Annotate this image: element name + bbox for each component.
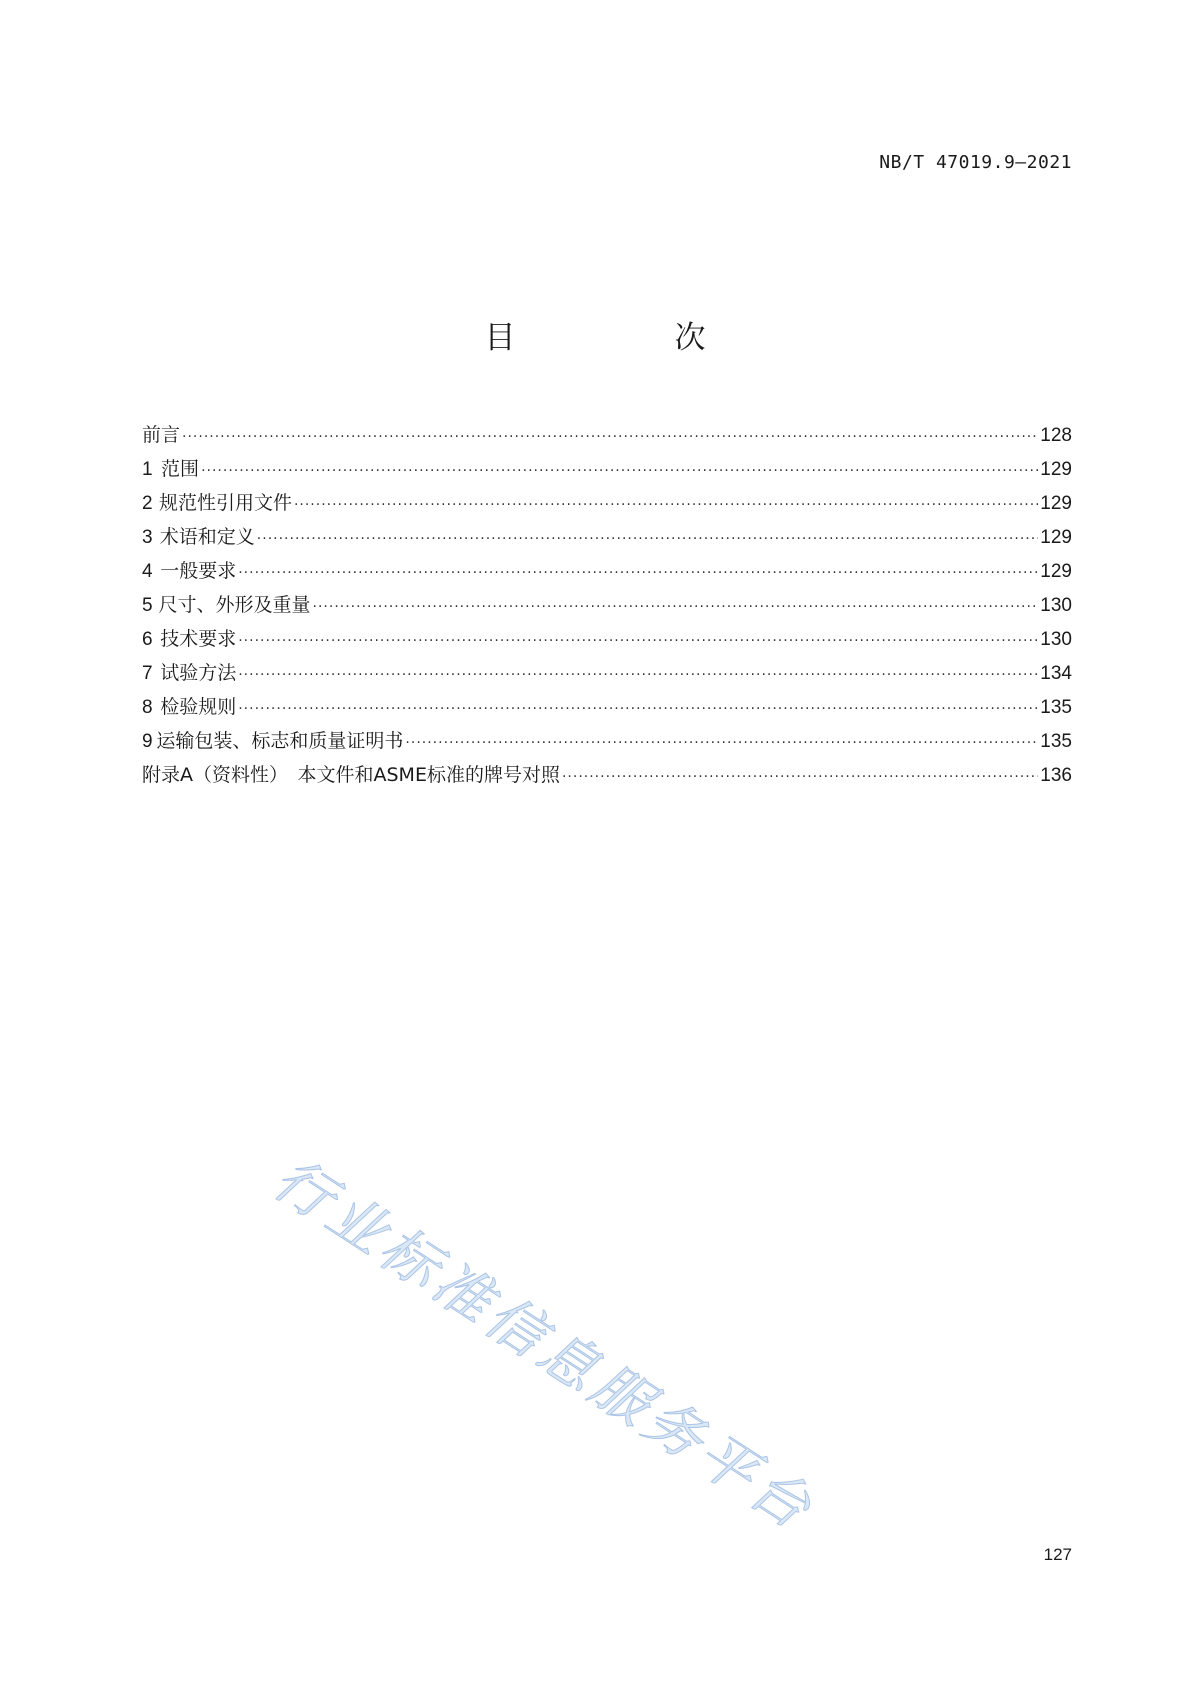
toc-entry-page: 135 — [1040, 697, 1072, 718]
toc-entry-number: 7 — [142, 663, 153, 684]
toc-entry-text: 规范性引用文件 — [158, 492, 292, 514]
dot-leader — [562, 760, 1038, 794]
toc-entry-page: 129 — [1040, 493, 1072, 514]
toc-entry-text: 附录A（资料性） 本文件和ASME标准的牌号对照 — [142, 764, 560, 786]
toc-entry-text: 尺寸、外形及重量 — [158, 594, 311, 616]
page-number: 127 — [1043, 1545, 1072, 1564]
toc-entry-page: 128 — [1040, 425, 1072, 446]
toc-entry-text: 检验规则 — [160, 696, 237, 718]
toc-entry-text: 试验方法 — [160, 662, 237, 684]
toc-entry-text: 术语和定义 — [159, 526, 255, 548]
dot-leader — [182, 420, 1038, 454]
dot-leader — [238, 556, 1038, 590]
toc-entry-appendix-a[interactable] — [142, 758, 1072, 792]
toc-entry-number: 1 — [142, 459, 153, 480]
toc-title: 目 次 — [484, 320, 770, 356]
toc-entry-transport-packaging[interactable] — [142, 724, 1072, 758]
toc-entry-page: 129 — [1040, 561, 1072, 582]
toc-entry-normative-references[interactable] — [142, 486, 1072, 520]
dot-leader — [238, 692, 1038, 726]
toc-entry-page: 136 — [1040, 765, 1072, 786]
toc-entry-text: 技术要求 — [160, 628, 237, 650]
toc-entry-number: 6 — [142, 629, 153, 650]
toc-entry-text: 一般要求 — [160, 560, 237, 582]
toc-entry-page: 134 — [1040, 663, 1072, 684]
dot-leader — [238, 658, 1038, 692]
toc-entry-general-requirements[interactable] — [142, 554, 1072, 588]
toc-entry-number: 3 — [142, 527, 153, 548]
toc-entry-dimensions[interactable] — [142, 588, 1072, 622]
toc-entry-number: 4 — [142, 561, 153, 582]
toc-entry-page: 129 — [1040, 527, 1072, 548]
dot-leader — [201, 454, 1038, 488]
toc-entry-number: 9 — [142, 731, 153, 752]
toc-entry-text: 前言 — [142, 424, 181, 446]
toc-entry-scope[interactable] — [142, 452, 1072, 486]
toc-entry-terms-definitions[interactable] — [142, 520, 1072, 554]
toc-entry-foreword[interactable] — [142, 418, 1072, 452]
standard-code: NB/T 47019.9—2021 — [879, 152, 1072, 173]
dot-leader — [294, 488, 1038, 522]
toc-entry-test-methods[interactable] — [142, 656, 1072, 690]
dot-leader — [313, 590, 1039, 624]
toc-entry-page: 135 — [1040, 731, 1072, 752]
toc-entry-technical-requirements[interactable] — [142, 622, 1072, 656]
dot-leader — [238, 624, 1038, 658]
toc-entry-text: 运输包装、标志和质量证明书 — [156, 730, 404, 752]
toc-entry-page: 130 — [1040, 595, 1072, 616]
watermark: 行业标准信息服务平台 — [261, 1145, 827, 1545]
toc-entry-inspection-rules[interactable] — [142, 690, 1072, 724]
dot-leader — [257, 522, 1039, 556]
toc-entry-number: 2 — [142, 493, 153, 514]
toc-entry-number: 5 — [142, 595, 153, 616]
toc-entry-text: 范围 — [161, 458, 200, 480]
table-of-contents — [142, 418, 1072, 792]
toc-entry-page: 129 — [1040, 459, 1072, 480]
toc-entry-page: 130 — [1040, 629, 1072, 650]
dot-leader — [405, 726, 1038, 760]
toc-entry-number: 8 — [142, 697, 153, 718]
